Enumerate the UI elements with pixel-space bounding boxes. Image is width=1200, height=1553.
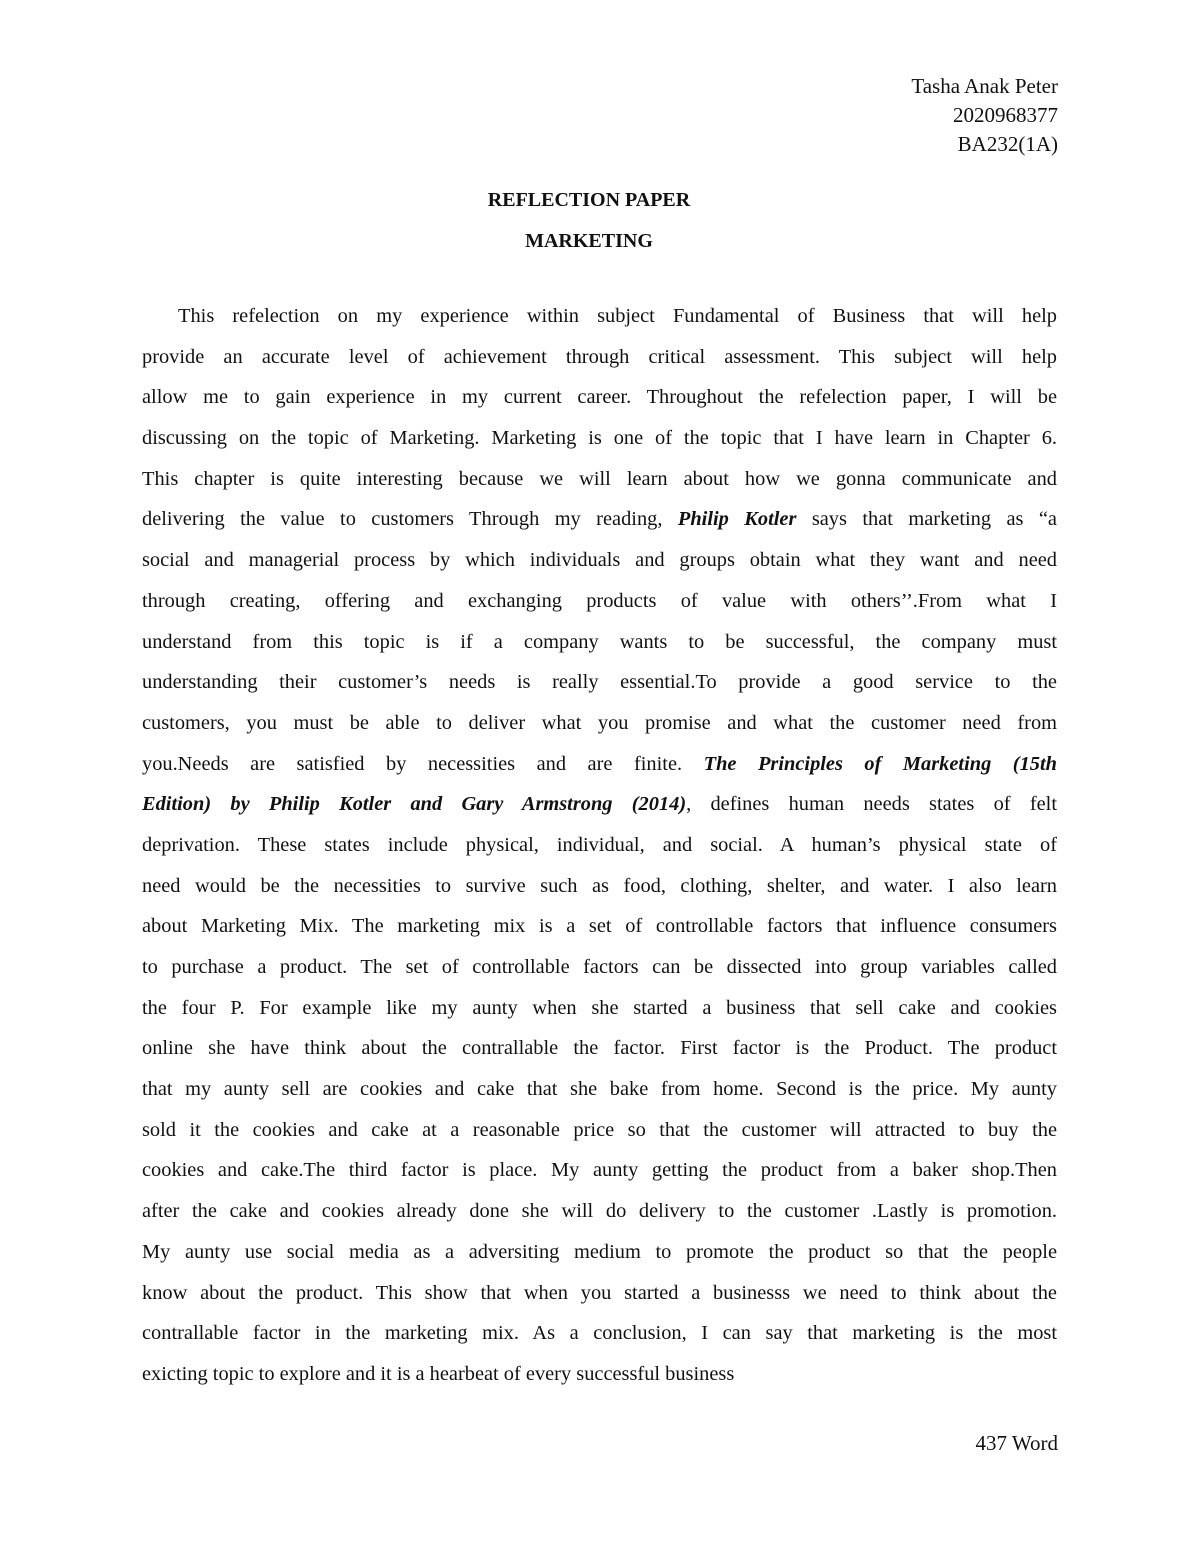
author-info-block (911, 72, 1058, 159)
author-name: Tasha Anak Peter (911, 74, 1058, 98)
body-line: allow me to gain experience in my current career. Throughout the refelection paper, I will be (142, 386, 1057, 409)
body-line: cookies and cake.The third factor is place. My aunty getting the product from a baker shop.Then (142, 1159, 1057, 1182)
body-line: discussing on the topic of Marketing. Marketing is one of the topic that I have learn in Chapter 6. (142, 427, 1057, 450)
body-line: provide an accurate level of achievement through critical assessment. This subject will help (142, 345, 1057, 368)
body-line: This chapter is quite interesting because we will learn about how we gonna communicate and (142, 467, 1057, 490)
body-line (142, 744, 1057, 785)
word-count: 437 Word (975, 1431, 1058, 1455)
student-id: 2020968377 (953, 103, 1058, 127)
body-line: to purchase a product. The set of controllable factors can be dissected into group variables called (142, 956, 1057, 978)
body-line: My aunty use social media as a adversiting medium to promote the product so that the people (142, 1240, 1057, 1263)
body-line: know about the product. This show that when you started a businesss we need to think about the (142, 1281, 1057, 1304)
body-line: understand from this topic is if a company wants to be successful, the company must (142, 630, 1057, 653)
body-line (142, 499, 1057, 540)
class-code: BA232(1A) (957, 132, 1058, 156)
body-line: exicting topic to explore and it is a hearbeat of every successful business (142, 1362, 735, 1385)
body-line: understanding their customer’s needs is really essential.To provide a good service to the (142, 671, 1057, 694)
body-text-segment: says that marketing as “a (796, 508, 1057, 531)
book-citation: Edition) by Philip Kotler and Gary Armstrong (2014) (142, 793, 687, 816)
body-line: through creating, offering and exchanging products of value with others’’.From what I (142, 589, 1057, 612)
body-text-segment: , defines human needs states of felt (686, 793, 1057, 816)
body-line: need would be the necessities to survive such as food, clothing, shelter, and water. I also learn (142, 874, 1057, 897)
body-line: social and managerial process by which individuals and groups obtain what they want and need (142, 549, 1057, 572)
body-text-segment: delivering the value to customers Through my reading, (142, 508, 678, 531)
book-citation: The Principles of Marketing (15th (703, 752, 1057, 775)
body-line: deprivation. These states include physical, individual, and social. A human’s physical state of (142, 833, 1057, 856)
body-line: that my aunty sell are cookies and cake that she bake from home. Second is the price. My aunty (142, 1078, 1057, 1101)
body-line: customers, you must be able to deliver what you promise and what the customer need from (142, 711, 1057, 734)
body-line: sold it the cookies and cake at a reasonable price so that the customer will attracted to buy the (142, 1118, 1057, 1141)
body-line: after the cake and cookies already done she will do delivery to the customer .Lastly is promotion. (142, 1200, 1057, 1223)
reflection-body (142, 296, 1057, 1395)
body-line: about Marketing Mix. The marketing mix is a set of controllable factors that influence consumers (142, 915, 1057, 938)
body-line (142, 784, 1057, 825)
body-line: online she have think about the contrallable the factor. First factor is the Product. The product (142, 1037, 1057, 1060)
body-line: the four P. For example like my aunty when she started a business that sell cake and cookies (142, 996, 1057, 1019)
title-block (0, 180, 1178, 262)
document-title: REFLECTION PAPER (487, 189, 691, 211)
body-text-segment: you.Needs are satisfied by necessities and are finite. (142, 752, 704, 775)
author-citation: Philip Kotler (677, 508, 797, 531)
document-subtitle: MARKETING (525, 230, 653, 252)
body-line: This refelection on my experience within subject Fundamental of Business that will help (178, 305, 1057, 327)
body-line: contrallable factor in the marketing mix. As a conclusion, I can say that marketing is the most (142, 1322, 1057, 1345)
